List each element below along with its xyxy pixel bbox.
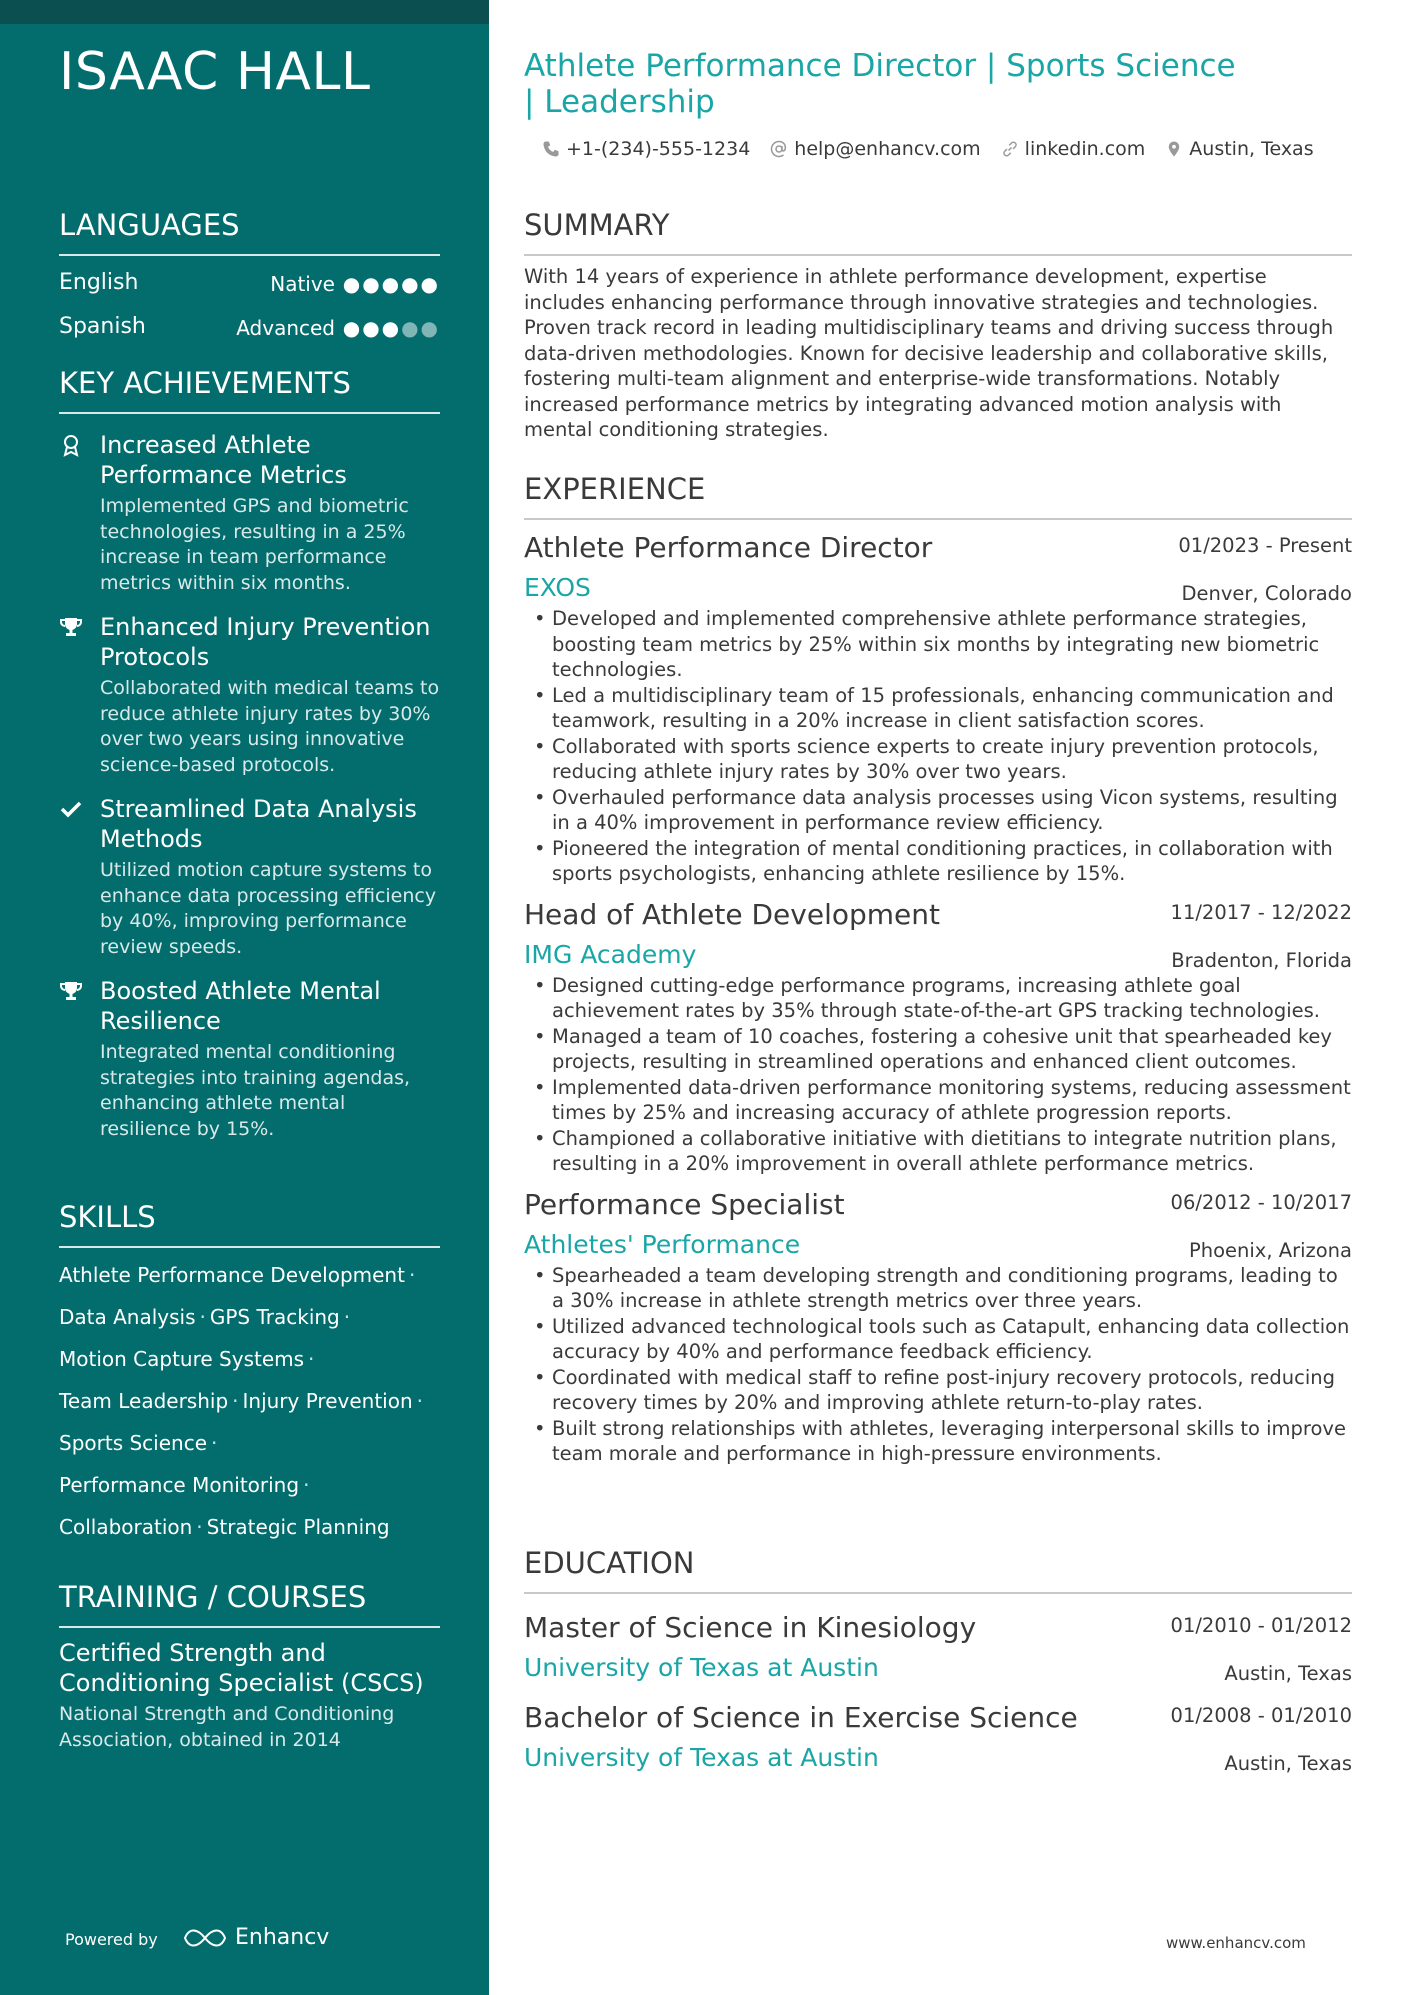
language-name: Spanish xyxy=(59,314,146,339)
achievement-title: Increased Athlete Performance Metrics xyxy=(100,431,347,489)
rating-dot-filled: ● xyxy=(381,316,402,340)
skill-item: Sports Science xyxy=(59,1431,207,1455)
headline: Athlete Performance Director | Sports Science | Leadership xyxy=(524,48,1236,120)
achievement-title: Streamlined Data Analysis Methods xyxy=(100,795,417,853)
skill-separator: · xyxy=(308,1347,315,1371)
job-bullet: • Managed a team of 10 coaches, fostering a cohesive unit that spearheaded key projects, resulting in streamlined operations and enhanced client outcomes. xyxy=(524,1024,1352,1075)
skill-item: Collaboration xyxy=(59,1515,193,1539)
contact-location xyxy=(1165,138,1313,160)
phone-text: +1-(234)-555-1234 xyxy=(566,138,751,160)
language-rating xyxy=(343,316,440,340)
rating-dot-filled: ● xyxy=(342,272,363,296)
skill-line xyxy=(59,1422,440,1464)
trophy-icon xyxy=(59,979,83,1003)
sidebar-top-bar xyxy=(0,0,489,24)
summary-text: With 14 years of experience in athlete performance development, expertise includes enhancing performance through innovative strategies and technologies. Proven track record in leading multidisciplinary teams and driving success through data-driven methodologies. Known for decisive leadership and collaborative skills, fostering multi-team alignment and enterprise-wide transformations. Notably increased performance metrics by integrating advanced motion analysis with mental conditioning strategies. xyxy=(524,265,1334,441)
job-company: Athletes' Performance xyxy=(524,1229,801,1259)
rating-dot-empty: ● xyxy=(401,316,421,340)
achievement-desc: Utilized motion capture systems to enhance data processing efficiency by 40%, improving performance review speeds. xyxy=(100,859,437,958)
school-name: University of Texas at Austin xyxy=(524,1743,879,1772)
language-level: Advanced xyxy=(236,316,335,340)
rating-dot-filled: ● xyxy=(342,316,363,340)
course-desc: National Strength and Conditioning Association, obtained in 2014 xyxy=(59,1703,395,1751)
achievement-desc: Collaborated with medical teams to reduce athlete injury rates by 30% over two years using innovative science-based protocols. xyxy=(100,677,440,776)
skill-separator: · xyxy=(343,1305,351,1329)
skill-line xyxy=(59,1380,440,1422)
language-rating xyxy=(343,272,440,296)
education-entry xyxy=(524,1700,1352,1774)
experience-section xyxy=(524,472,1352,1467)
trophy-icon xyxy=(59,615,83,639)
education-dates: 01/2008 - 01/2010 xyxy=(1170,1704,1352,1727)
languages-title: LANGUAGES xyxy=(59,208,440,256)
skill-separator: · xyxy=(232,1389,239,1413)
job-bullet: • Built strong relationships with athletes, leveraging interpersonal skills to improve team morale and performance in high-pressure environments. xyxy=(524,1416,1352,1467)
skill-item: Team Leadership xyxy=(59,1389,229,1413)
language-row xyxy=(59,262,440,306)
language-row xyxy=(59,306,440,350)
job-bullets xyxy=(524,973,1352,1177)
rating-dot-filled: ● xyxy=(381,272,402,296)
powered-by-label: Powered by xyxy=(65,1930,158,1949)
achievement-item xyxy=(59,612,440,778)
job-bullets xyxy=(524,606,1352,887)
at-icon xyxy=(770,140,788,158)
rating-dot-empty: ● xyxy=(420,316,440,340)
job-bullet: • Implemented data-driven performance monitoring systems, reducing assessment times by 25% and increasing accuracy of athlete progression reports. xyxy=(524,1075,1352,1126)
achievements-section xyxy=(59,366,440,1142)
link-icon xyxy=(1001,140,1019,158)
training-title: TRAINING / COURSES xyxy=(59,1580,440,1628)
education-entry xyxy=(524,1610,1352,1684)
experience-title: EXPERIENCE xyxy=(524,472,1352,520)
job-entry xyxy=(524,1187,1352,1467)
skill-separator: · xyxy=(416,1389,424,1413)
job-bullet: • Overhauled performance data analysis processes using Vicon systems, resulting in a 40% improvement in performance review efficiency. xyxy=(524,785,1352,836)
skill-separator: · xyxy=(303,1473,310,1497)
job-bullet: • Utilized advanced technological tools such as Catapult, enhancing data collection accuracy by 40% and performance feedback efficiency. xyxy=(524,1314,1352,1365)
skill-item: Performance Monitoring xyxy=(59,1473,300,1497)
languages-section xyxy=(59,208,440,350)
job-location: Denver, Colorado xyxy=(1181,582,1352,605)
job-dates: 11/2017 - 12/2022 xyxy=(1170,900,1352,924)
check-icon xyxy=(59,797,83,821)
language-level: Native xyxy=(270,272,335,296)
skill-line xyxy=(59,1464,440,1506)
school-name: University of Texas at Austin xyxy=(524,1653,879,1682)
skill-line xyxy=(59,1254,440,1296)
education-section xyxy=(524,1546,1352,1774)
footer-url[interactable]: www.enhancv.com xyxy=(1166,1934,1306,1952)
job-title: Performance Specialist xyxy=(524,1187,845,1221)
education-title: EDUCATION xyxy=(524,1546,1352,1594)
sidebar xyxy=(0,0,489,1995)
school-location: Austin, Texas xyxy=(1224,1752,1352,1775)
skill-separator: · xyxy=(211,1431,218,1455)
phone-icon xyxy=(542,140,560,158)
job-bullet: • Designed cutting-edge performance programs, increasing athlete goal achievement rates by 35% through state-of-the-art GPS tracking technologies. xyxy=(524,973,1352,1024)
job-bullets xyxy=(524,1263,1352,1467)
contact-linkedin[interactable] xyxy=(1001,138,1146,160)
skill-separator: · xyxy=(408,1263,416,1287)
location-pin-icon xyxy=(1165,140,1183,158)
degree-title: Bachelor of Science in Exercise Science xyxy=(524,1701,1078,1734)
rating-dot-filled: ● xyxy=(362,272,382,296)
achievements-title: KEY ACHIEVEMENTS xyxy=(59,366,440,414)
summary-title: SUMMARY xyxy=(524,208,1352,256)
degree-title: Master of Science in Kinesiology xyxy=(524,1611,977,1644)
language-name: English xyxy=(59,270,139,295)
skills-title: SKILLS xyxy=(59,1200,440,1248)
skills-list xyxy=(59,1254,440,1548)
achievement-desc: Implemented GPS and biometric technologies, resulting in a 25% increase in team performance metrics within six months. xyxy=(100,495,409,594)
job-dates: 01/2023 - Present xyxy=(1178,534,1352,557)
job-bullet: • Led a multidisciplinary team of 15 professionals, enhancing communication and teamwork, resulting in a 20% increase in client satisfaction scores. xyxy=(524,683,1352,734)
achievement-item xyxy=(59,430,440,596)
job-company: EXOS xyxy=(524,573,591,602)
skills-section xyxy=(59,1200,440,1548)
location-text: Austin, Texas xyxy=(1189,138,1314,160)
course-title: Certified Strength and Conditioning Specialist (CSCS) xyxy=(59,1639,424,1697)
enhancv-logo-icon xyxy=(183,1927,227,1949)
job-location: Phoenix, Arizona xyxy=(1188,1238,1352,1262)
job-bullet: • Pioneered the integration of mental conditioning practices, in collaboration with sports psychologists, enhancing athlete resilience by 15%. xyxy=(524,836,1352,887)
job-bullet: • Championed a collaborative initiative with dietitians to integrate nutrition plans, resulting in a 20% improvement in overall athlete performance metrics. xyxy=(524,1126,1352,1177)
job-bullet: • Developed and implemented comprehensive athlete performance strategies, boosting team metrics by 25% within six months by integrating new biometric technologies. xyxy=(524,606,1352,683)
contact-phone[interactable] xyxy=(542,138,750,160)
job-location: Bradenton, Florida xyxy=(1171,948,1352,972)
education-dates: 01/2010 - 01/2012 xyxy=(1170,1614,1352,1637)
ribbon-icon xyxy=(59,433,83,457)
achievement-desc: Integrated mental conditioning strategies into training agendas, enhancing athlete mental resilience by 15%. xyxy=(100,1041,411,1140)
rating-dot-filled: ● xyxy=(401,272,421,296)
skill-item: Injury Prevention xyxy=(242,1389,413,1413)
job-company: IMG Academy xyxy=(524,939,697,969)
skill-line xyxy=(59,1338,440,1380)
job-entry xyxy=(524,897,1352,1177)
skill-item: Strategic Planning xyxy=(206,1515,390,1539)
linkedin-text: linkedin.com xyxy=(1024,138,1146,160)
achievement-item xyxy=(59,794,440,960)
skill-item: Athlete Performance Development xyxy=(59,1263,405,1287)
school-location: Austin, Texas xyxy=(1224,1662,1352,1685)
candidate-name: ISAAC HALL xyxy=(59,42,371,102)
job-dates: 06/2012 - 10/2017 xyxy=(1170,1190,1352,1214)
achievement-title: Enhanced Injury Prevention Protocols xyxy=(100,613,431,671)
rating-dot-filled: ● xyxy=(420,272,440,296)
enhancv-brand-name: Enhancv xyxy=(235,1925,330,1950)
skill-separator: · xyxy=(196,1515,203,1539)
skill-line xyxy=(59,1506,440,1548)
skill-separator: · xyxy=(199,1305,206,1329)
email-text: help@enhancv.com xyxy=(794,138,981,160)
job-bullet: • Collaborated with sports science experts to create injury prevention protocols, reducing athlete injury rates by 30% over two years. xyxy=(524,734,1352,785)
skill-line xyxy=(59,1296,440,1338)
job-bullet: • Spearheaded a team developing strength and conditioning programs, leading to a 30% increase in athlete strength metrics over three years. xyxy=(524,1263,1352,1314)
skill-item: Motion Capture Systems xyxy=(59,1347,305,1371)
summary-section xyxy=(524,208,1352,443)
job-title: Athlete Performance Director xyxy=(524,531,933,564)
job-entry xyxy=(524,530,1352,887)
contact-email[interactable] xyxy=(770,138,980,160)
enhancv-logo[interactable] xyxy=(183,1925,329,1950)
job-bullet: • Coordinated with medical staff to refine post-injury recovery protocols, reducing recovery times by 20% and improving athlete return-to-play rates. xyxy=(524,1365,1352,1416)
training-section xyxy=(59,1580,440,1753)
achievement-title: Boosted Athlete Mental Resilience xyxy=(100,977,381,1035)
contact-bar xyxy=(542,138,1334,160)
job-title: Head of Athlete Development xyxy=(524,897,940,931)
skill-item: Data Analysis xyxy=(59,1305,196,1329)
rating-dot-filled: ● xyxy=(362,316,382,340)
skill-item: GPS Tracking xyxy=(209,1305,340,1329)
achievement-item xyxy=(59,976,440,1142)
